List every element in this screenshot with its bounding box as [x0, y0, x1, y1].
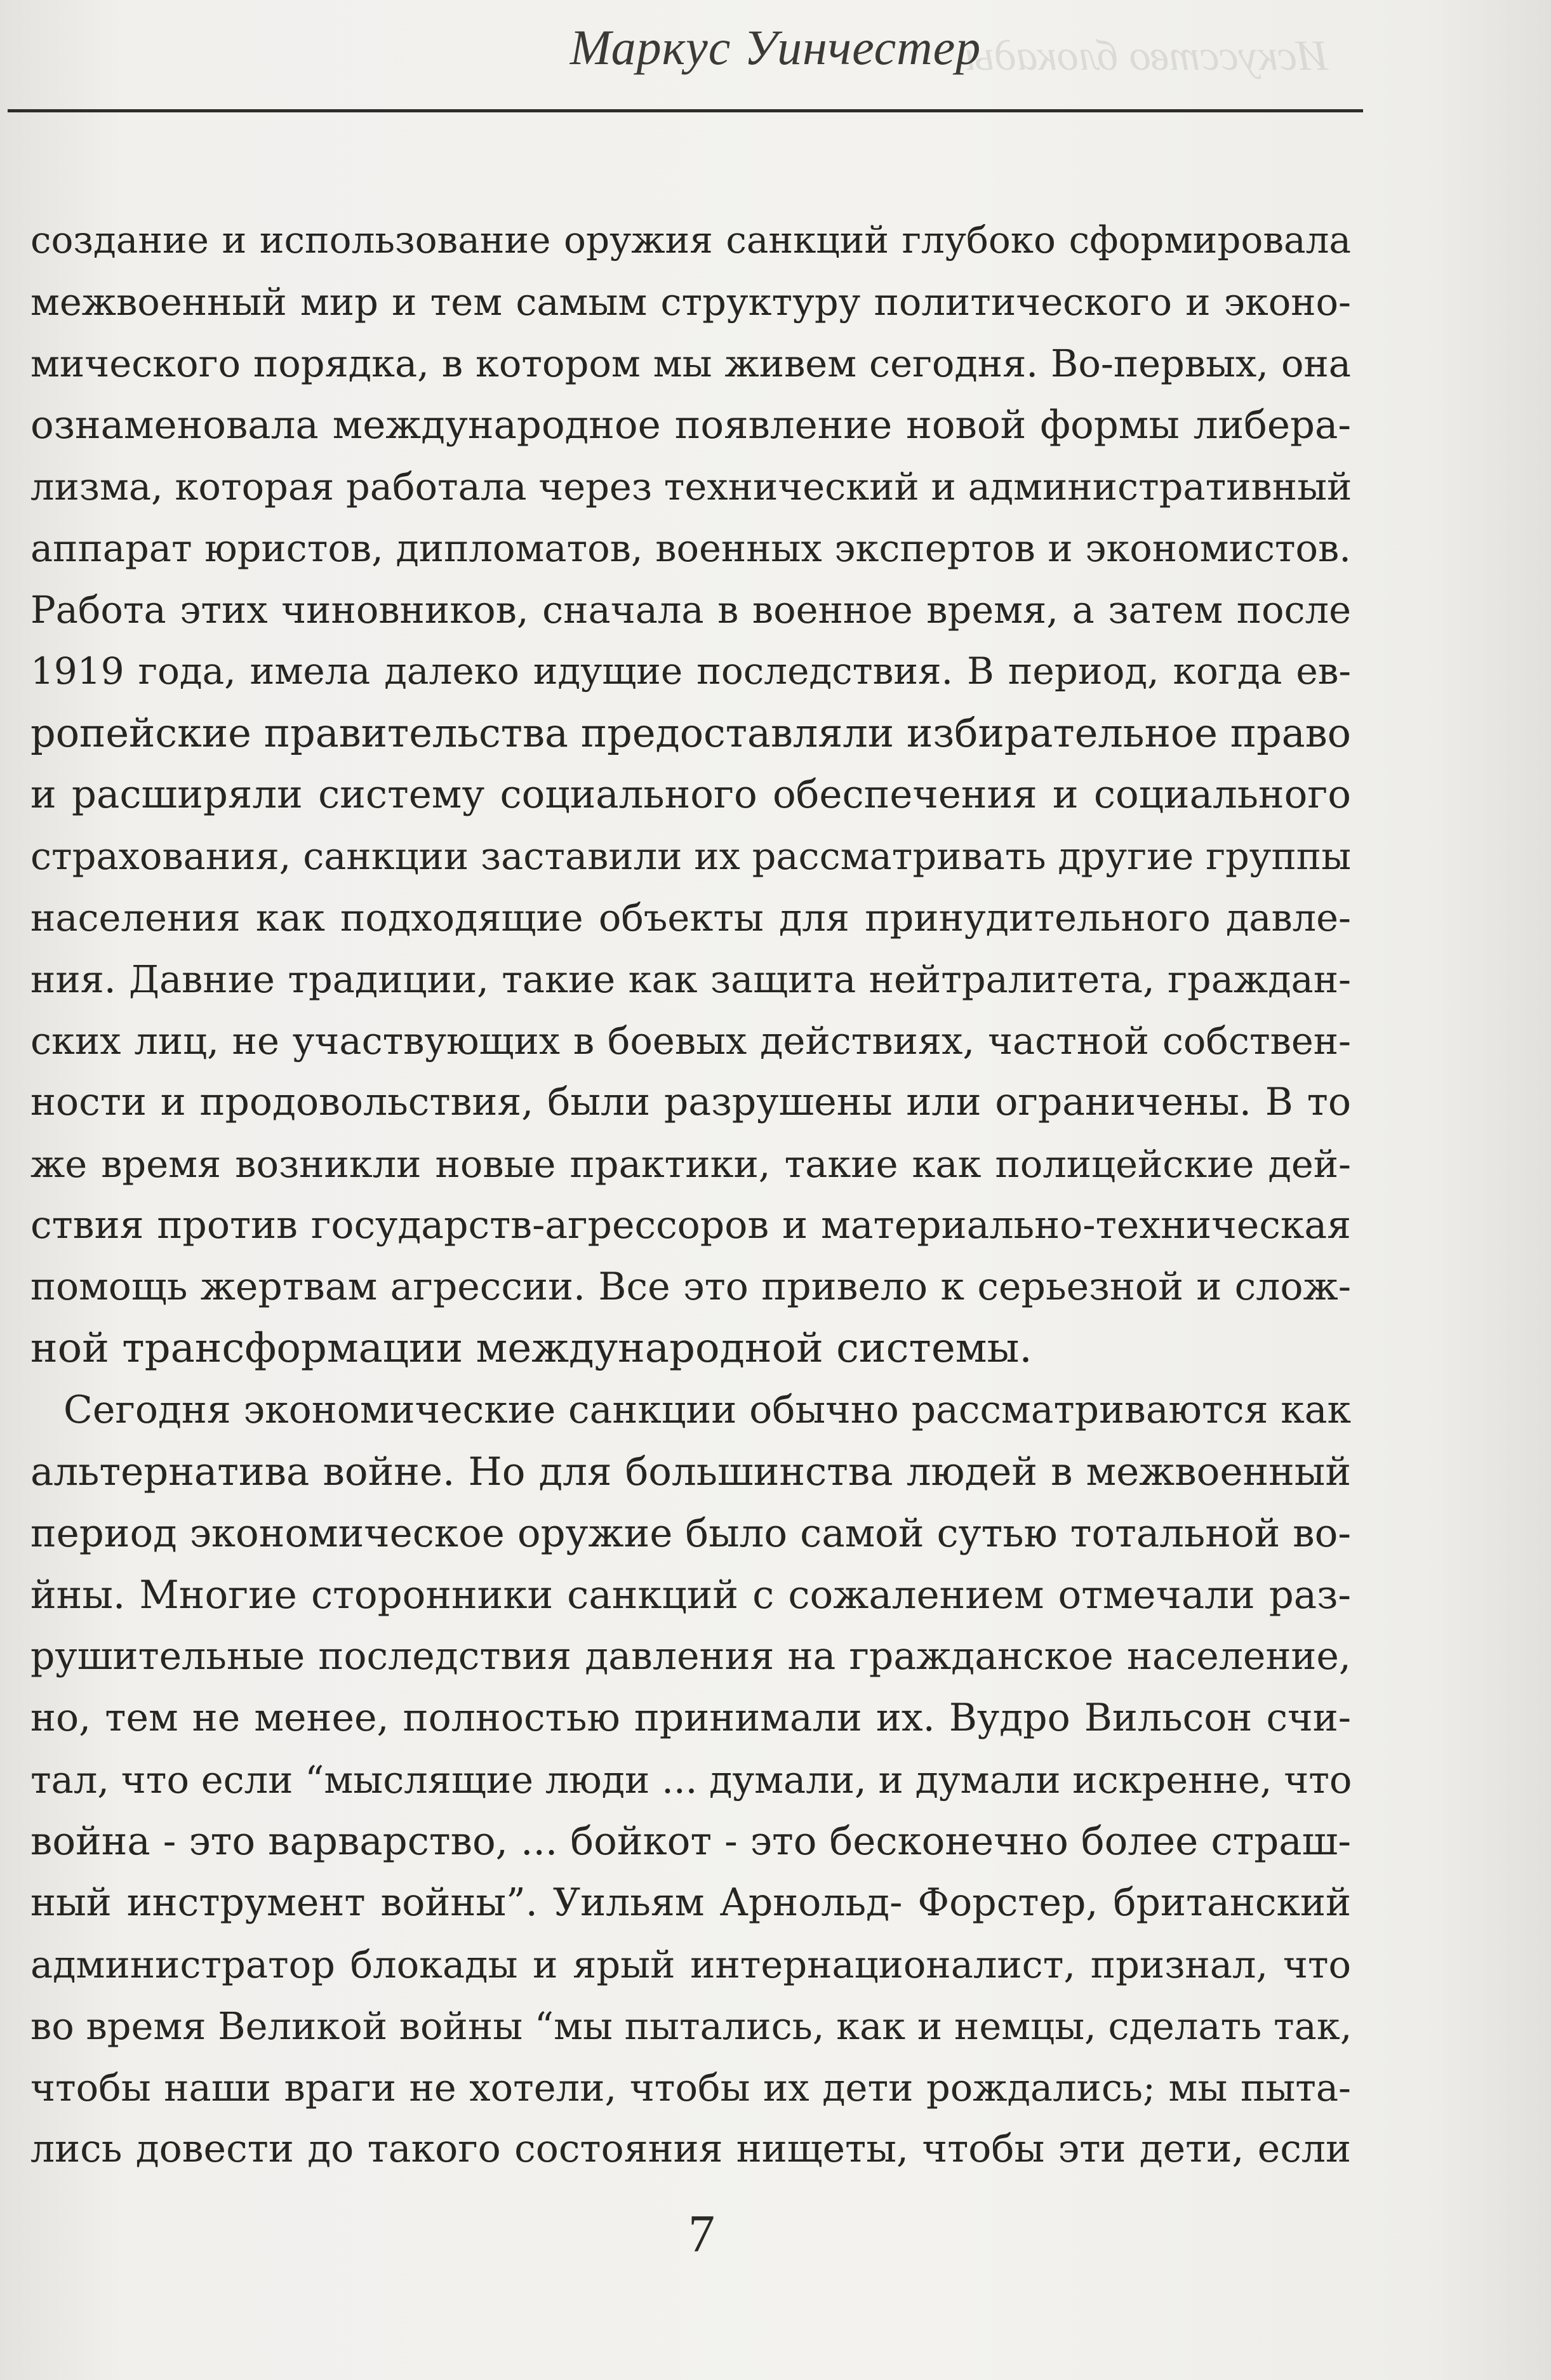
text-line: Сегодня экономические санкции обычно рассматриваются как — [63, 1388, 1351, 1432]
text-line: же время возникли новые практики, такие как полицейские дей- — [30, 1142, 1351, 1186]
text-line: йны. Многие сторонники санкций с сожалением отмечали раз- — [30, 1572, 1351, 1618]
text-line: альтернатива войне. Но для большинства людей в межвоенный — [30, 1449, 1351, 1494]
text-line: ный инструмент войны”. Уильям Арнольд- Форстер, британский — [30, 1880, 1351, 1925]
text-line: и расширяли систему социального обеспечения и социального — [30, 772, 1351, 817]
text-line: помощь жертвам агрессии. Все это привело к серьезной и слож- — [30, 1265, 1351, 1309]
text-line: создание и использование оружия санкций глубоко сформировала — [30, 218, 1351, 262]
text-line: ной трансформации международной системы. — [30, 1325, 1032, 1372]
text-line: аппарат юристов, дипломатов, военных экспертов и экономистов. — [30, 526, 1351, 570]
text-line: ропейские правительства предоставляли избирательное право — [30, 710, 1351, 756]
text-line: страхования, санкции заставили их рассматривать другие группы — [30, 834, 1352, 878]
text-line: ознаменовала международное появление новой формы либера- — [30, 402, 1351, 448]
text-line: чтобы наши враги не хотели, чтобы их дети рождались; мы пыта- — [30, 2066, 1351, 2110]
text-line: лись довести до такого состояния нищеты, чтобы эти дети, если — [30, 2127, 1351, 2171]
running-head-author: Маркус Уинчестер — [569, 20, 982, 75]
text-line: ния. Давние традиции, такие как защита нейтралитета, граждан- — [30, 957, 1351, 1001]
text-line: лизма, которая работала через технический и административный — [30, 465, 1352, 509]
text-line: тал, что если “мыслящие люди ... думали, и думали искренне, что — [30, 1758, 1352, 1802]
text-line: Работа этих чиновников, сначала в военное время, а затем после — [30, 588, 1351, 632]
bleed-through-text: Искусство блокады — [965, 31, 1328, 79]
text-line: но, тем не менее, полностью принимали их. Вудро Вильсон счи- — [30, 1696, 1351, 1740]
text-line: администратор блокады и ярый интернационалист, признал, что — [30, 1943, 1351, 1986]
text-line: ствия против государств-агрессоров и материально-техническая — [30, 1203, 1351, 1247]
text-line: период экономическое оружие было самой сутью тотальной во- — [30, 1511, 1351, 1556]
body-text — [30, 209, 1351, 2180]
text-line: ности и продовольствия, были разрушены или ограничены. В то — [30, 1080, 1351, 1124]
text-line: межвоенный мир и тем самым структуру политического и эконо- — [30, 280, 1351, 324]
text-line: населения как подходящие объекты для принудительного давле- — [30, 896, 1351, 940]
text-line: мического порядка, в котором мы живем сегодня. Во-первых, она — [30, 342, 1351, 385]
text-line: во время Великой войны “мы пытались, как и немцы, сделать так, — [30, 2004, 1352, 2048]
header-rule — [8, 109, 1363, 112]
text-line: 1919 года, имела далеко идущие последствия. В период, когда ев- — [30, 649, 1351, 693]
page-number: 7 — [688, 2204, 715, 2263]
text-line: война - это варварство, ... бойкот - это бесконечно более страш- — [30, 1819, 1351, 1864]
text-line: ских лиц, не участвующих в боевых действиях, частной собствен- — [30, 1019, 1351, 1063]
text-line: рушительные последствия давления на гражданское население, — [30, 1634, 1351, 1679]
